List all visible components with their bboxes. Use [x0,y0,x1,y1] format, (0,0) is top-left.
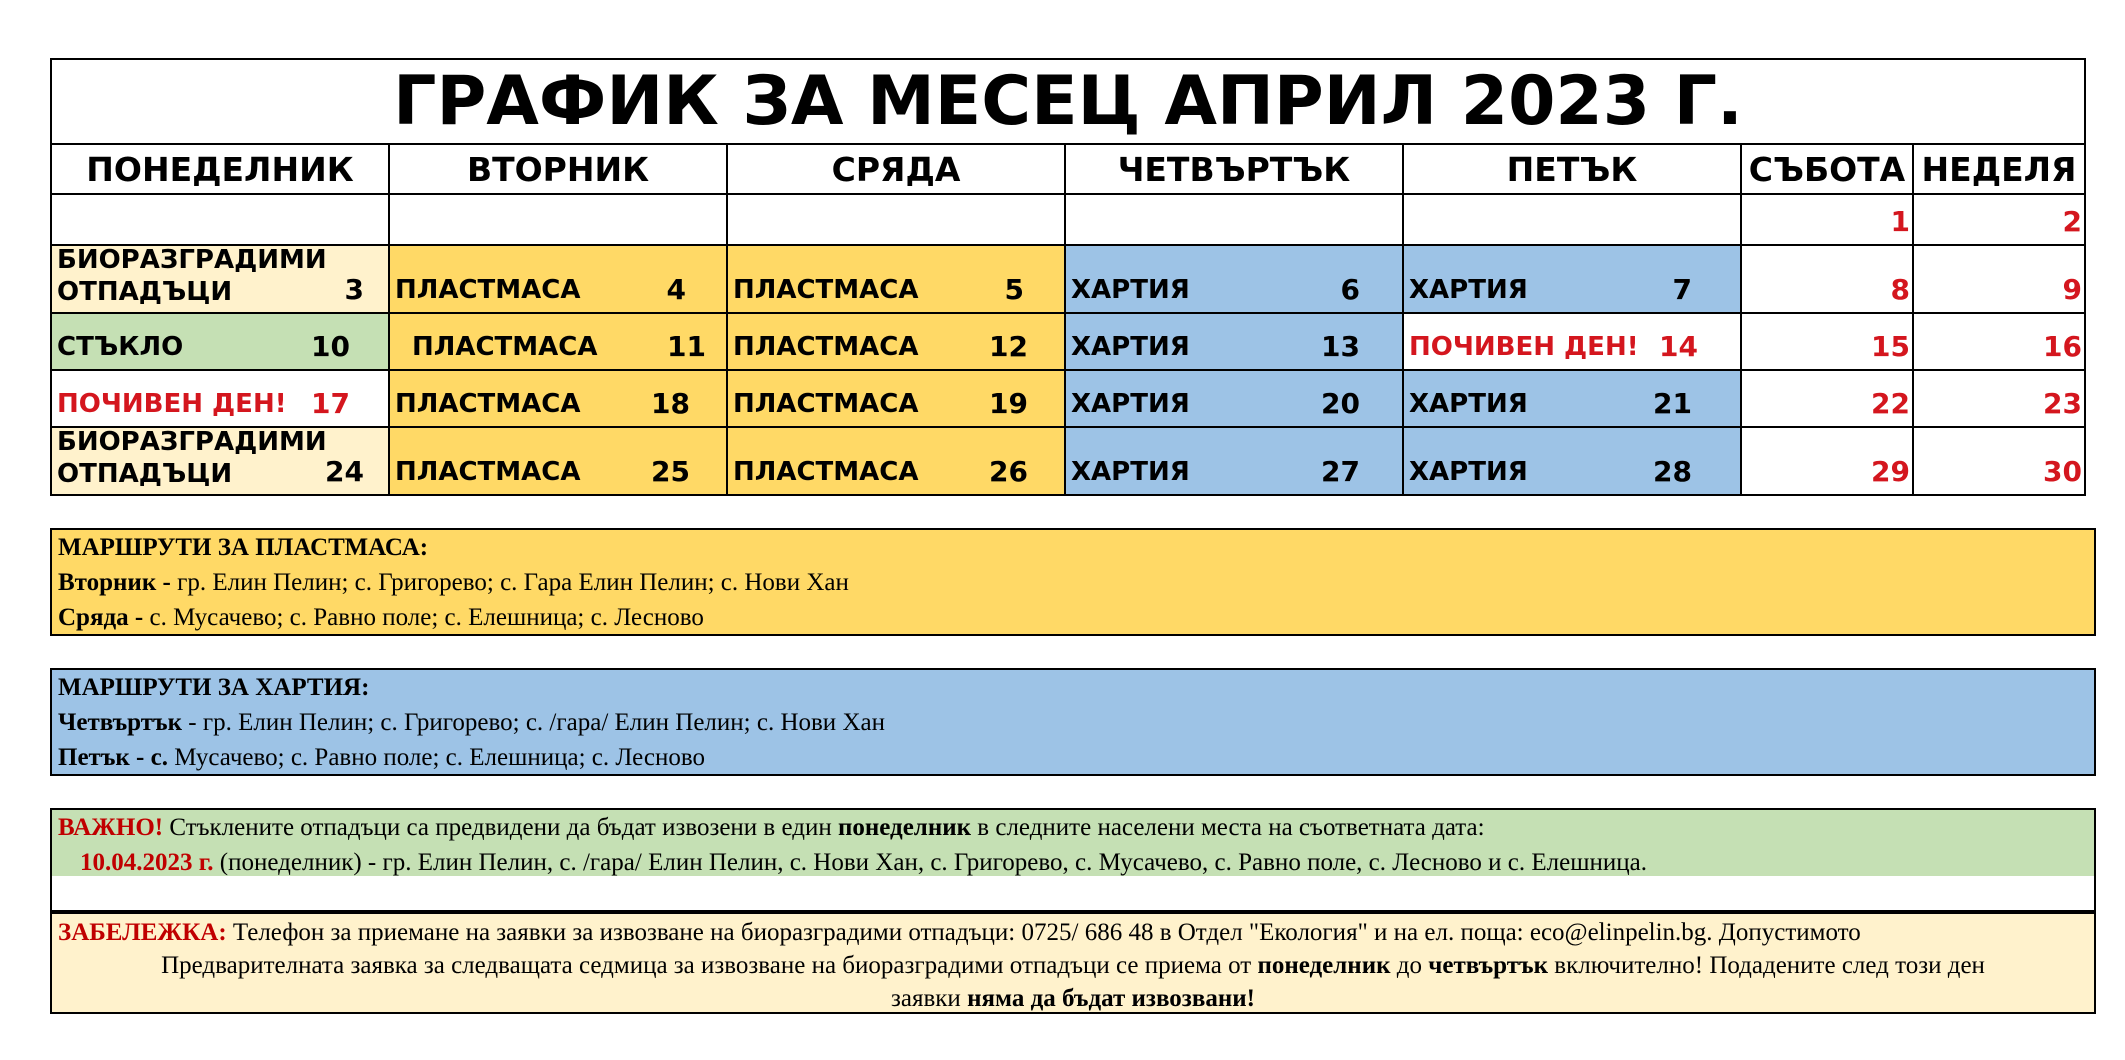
week-row [51,194,2085,245]
calendar-cell [1913,370,2085,427]
calendar-cell [1913,245,2085,313]
calendar-cell [1741,245,1913,313]
note-bold: понеделник [1257,952,1391,979]
waste-type-label: ХАРТИЯ [1409,389,1528,419]
schedule-table [50,58,2086,496]
calendar-cell [51,313,389,370]
calendar-cell [727,427,1065,495]
day-number: 17 [311,387,350,420]
waste-type-label: ХАРТИЯ [1071,457,1190,487]
paper-routes-box [50,668,2096,776]
day-number: 21 [1653,387,1692,420]
route-day-label: Вторник - [58,569,171,596]
calendar-cell [1065,194,1403,245]
week-row [51,427,2085,495]
waste-type-label: ХАРТИЯ [1409,457,1528,487]
calendar-cell [51,194,389,245]
note-label: ЗАБЕЛЕЖКА: [58,919,227,946]
day-number: 30 [2043,455,2083,488]
waste-type-label: ХАРТИЯ [1071,332,1190,362]
paper-route-friday [58,740,2088,775]
day-number: 24 [325,455,364,488]
holiday-label: ПОЧИВЕН ДЕН! [1409,332,1639,362]
day-number: 16 [2043,330,2083,363]
note-text: Предварителната заявка за следващата седмица за извозване на биоразградими отпадъци се приема от [161,952,1258,979]
day-header-saturday: СЪБОТА [1741,144,1913,194]
calendar-cell [727,370,1065,427]
route-day-label: Сряда - [58,604,144,631]
note-box [50,912,2096,1014]
day-number: 6 [1340,273,1360,306]
waste-type-label: ПЛАСТМАСА [733,457,919,487]
route-text: гр. Елин Пелин; с. Григорево; с. Гара Елин Пелин; с. Нови Хан [170,569,849,596]
plastic-routes-box [50,528,2096,636]
day-number: 3 [344,273,364,306]
day-number: 13 [1321,330,1360,363]
important-label: ВАЖНО! [58,814,164,841]
day-number: 7 [1672,273,1692,306]
note-text: заявки [891,985,968,1012]
route-text: Мусачево; с. Равно поле; с. Елешница; с. Лесново [167,744,706,771]
calendar-cell [1403,427,1741,495]
day-header-friday: ПЕТЪК [1403,144,1741,194]
paper-route-thursday [58,705,2088,740]
calendar-cell [51,427,389,495]
important-text: (понеделник) - гр. Елин Пелин, с. /гара/ Елин Пелин, с. Нови Хан, с. Григорево, с. Мусачево, с. Равно поле, с. Лесново и с. Елешница. [213,849,1647,876]
waste-type-label: ПЛАСТМАСА [395,389,581,419]
week-row [51,245,2085,313]
day-number: 19 [989,387,1028,420]
calendar-cell [727,313,1065,370]
note-text: Телефон за приемане на заявки за извозване на биоразградими отпадъци: 0725/ 686 48 в Отдел "Екология" и на ел. поща: eco@elinpelin.bg. Допустимото [226,919,1861,946]
day-number: 29 [1871,455,1910,488]
day-number: 26 [989,455,1028,488]
day-number: 15 [1871,330,1910,363]
calendar-cell [1403,194,1741,245]
route-text: - гр. Елин Пелин; с. Григорево; с. /гара/ Елин Пелин; с. Нови Хан [182,709,885,736]
day-number: 23 [2043,387,2083,420]
calendar-cell [1913,427,2085,495]
day-header-tuesday: ВТОРНИК [389,144,727,194]
note-text: до [1390,952,1429,979]
calendar-cell [1741,427,1913,495]
day-number: 25 [651,455,690,488]
waste-type-label: БИОРАЗГРАДИМИ ОТПАДЪЦИ [57,245,327,307]
waste-type-label: БИОРАЗГРАДИМИ ОТПАДЪЦИ [57,427,327,489]
calendar-cell [1403,370,1741,427]
day-number: 10 [311,330,350,363]
calendar-cell [1065,370,1403,427]
spacer-row [50,876,2096,912]
waste-type-label: ПЛАСТМАСА [395,457,581,487]
week-row [51,370,2085,427]
important-text: в следните населени места на съответната дата: [971,814,1485,841]
calendar-cell [1741,370,1913,427]
calendar-cell [389,370,727,427]
note-bold: четвъртък [1428,952,1549,979]
day-number: 9 [2062,273,2083,306]
plastic-route-tuesday [58,565,2088,600]
day-header-monday: ПОНЕДЕЛНИК [51,144,389,194]
page-title: ГРАФИК ЗА МЕСЕЦ АПРИЛ 2023 Г. [51,59,2085,144]
note-text: включително! Подадените след този ден [1548,952,1985,979]
day-header-wednesday: СРЯДА [727,144,1065,194]
waste-type-label: ПЛАСТМАСА [733,275,919,305]
waste-type-label: ПЛАСТМАСА [412,332,598,362]
day-number: 20 [1321,387,1360,420]
calendar-cell [389,245,727,313]
waste-type-label: ХАРТИЯ [1071,389,1190,419]
calendar-cell [1065,245,1403,313]
important-date: 10.04.2023 г. [80,849,214,876]
day-header-thursday: ЧЕТВЪРТЪК [1065,144,1403,194]
calendar-cell [727,245,1065,313]
important-bold-day: понеделник [837,814,972,841]
day-number: 28 [1653,455,1692,488]
day-number: 2 [2062,205,2083,238]
day-number: 11 [667,330,706,363]
day-number: 4 [666,273,686,306]
waste-type-label: ПЛАСТМАСА [733,389,919,419]
calendar-cell [1403,245,1741,313]
waste-type-label: ПЛАСТМАСА [395,275,581,305]
day-header-sunday: НЕДЕЛЯ [1913,144,2085,194]
waste-type-label: ХАРТИЯ [1409,275,1528,305]
calendar-cell [389,427,727,495]
calendar-cell [1741,313,1913,370]
plastic-routes-heading: МАРШРУТИ ЗА ПЛАСТМАСА: [58,534,429,561]
important-notice [50,808,2096,878]
calendar-cell [727,194,1065,245]
paper-routes-heading: МАРШРУТИ ЗА ХАРТИЯ: [58,674,370,701]
waste-type-label: ПЛАСТМАСА [733,332,919,362]
day-number: 12 [989,330,1028,363]
day-number: 14 [1659,330,1698,363]
route-text: с. Мусачево; с. Равно поле; с. Елешница; с. Лесново [143,604,704,631]
plastic-route-wednesday [58,600,2088,635]
week-row [51,313,2085,370]
day-number: 1 [1890,205,1910,238]
day-number: 22 [1871,387,1910,420]
calendar-cell [1403,313,1741,370]
calendar-cell [1065,427,1403,495]
important-text: Стъклените отпадъци са предвидени да бъдат извозени в един [163,814,838,841]
route-day-label: Петък - с. [58,744,168,771]
calendar-cell [389,313,727,370]
note-bold: няма да бъдат извозвани! [967,985,1255,1012]
holiday-label: ПОЧИВЕН ДЕН! [57,389,287,419]
waste-type-label: ХАРТИЯ [1071,275,1190,305]
day-number: 18 [651,387,690,420]
calendar-cell [1913,194,2085,245]
day-number: 8 [1890,273,1910,306]
calendar-cell [1065,313,1403,370]
calendar-cell [1913,313,2085,370]
calendar-cell [51,245,389,313]
day-number: 27 [1321,455,1360,488]
calendar-cell [51,370,389,427]
calendar-cell [389,194,727,245]
waste-type-label: СТЪКЛО [57,332,184,362]
calendar-cell [1741,194,1913,245]
day-number: 5 [1004,273,1024,306]
route-day-label: Четвъртък [58,709,183,736]
